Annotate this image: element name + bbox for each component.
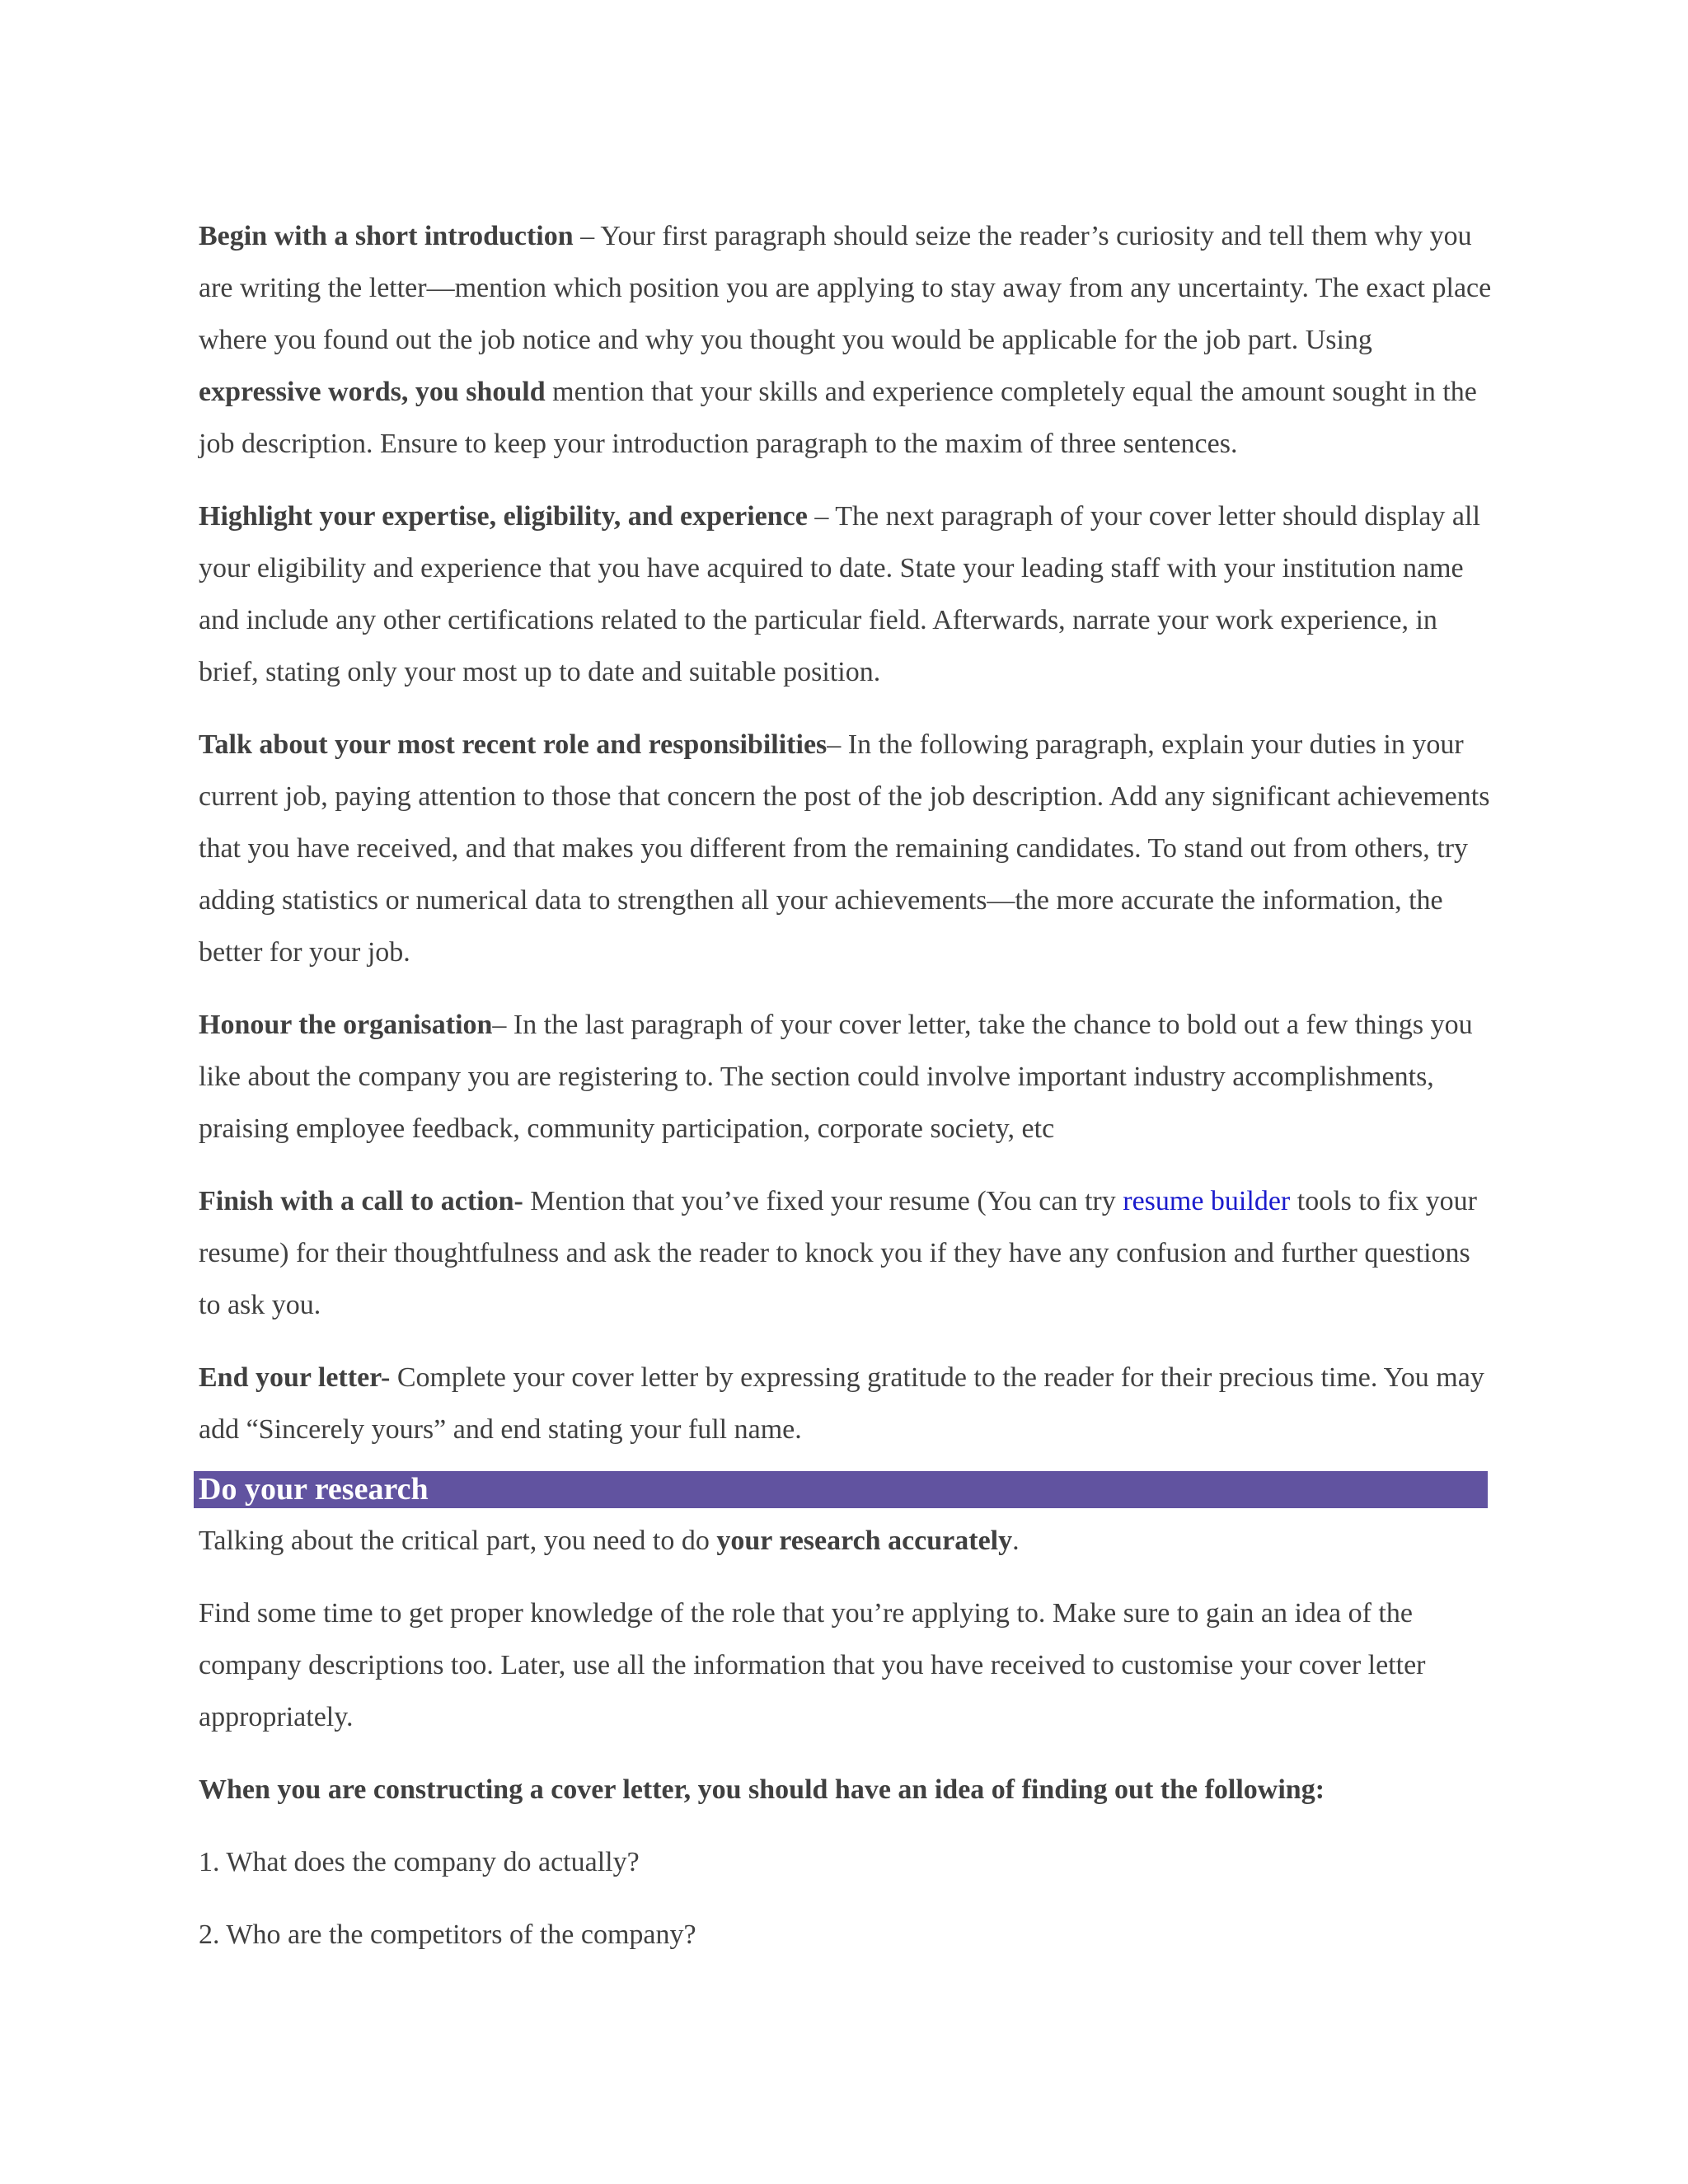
bold-lead: Honour the organisation [199,1010,493,1040]
paragraph-recent-role [199,719,1493,978]
list-item: 1. What does the company do actually? [199,1847,640,1877]
paragraph-text: – In the last paragraph of your cover letter, take the chance to bold out a few things you like about the company you are registering to. The section could involve important industry accomplishments, praising employee feedback, community participation, corporate society, etc [199,1010,1473,1144]
resume-builder-link[interactable]: resume builder [1123,1186,1291,1216]
list-item: 2. Who are the competitors of the company? [199,1919,696,1950]
bold-lead: Begin with a short introduction [199,221,574,251]
paragraph-text: – In the following paragraph, explain your duties in your current job, paying attention to those that concern the post of the job description. Add any significant achievements that you have received, and that makes you different from the remaining candidates. To stand out from others, try adding statistics or numerical data to strengthen all your achievements—the more accurate the information, the better for your job. [199,729,1490,968]
research-intro [199,1515,1493,1567]
paragraph-text: Mention that you’ve fixed your resume (You can try [523,1186,1123,1216]
paragraph-text: tools to fix your resume) for their thoughtfulness and ask the reader to knock you if they have any confusion and further questions to ask you. [199,1186,1477,1320]
paragraph-text: . [1012,1526,1020,1556]
paragraph-honour [199,999,1493,1155]
paragraph-expertise [199,490,1493,698]
bold-lead: Finish with a call to action- [199,1186,523,1216]
paragraph-text: Complete your cover letter by expressing gratitude to the reader for their precious time. You may add “Sincerely yours” and end stating your full name. [199,1362,1484,1445]
section-heading-research: Do your research [194,1471,1488,1508]
bold-lead: When you are constructing a cover letter, you should have an idea of finding out the following: [199,1774,1325,1805]
research-body: Find some time to get proper knowledge of the role that you’re applying to. Make sure to gain an idea of the company descriptions too. Later, use all the information that you have received to customise your cover letter appropriately. [199,1598,1426,1732]
bold-inline: expressive words, you should [199,377,546,407]
paragraph-text: Talking about the critical part, you need to do [199,1526,717,1556]
paragraph-text: – The next paragraph of your cover letter should display all your eligibility and experience that you have acquired to date. State your leading staff with your institution name and include any other certifications related to the particular field. Afterwards, narrate your work experience, in brief, stating only your most up to date and suitable position. [199,501,1480,687]
research-question-heading [199,1764,1493,1816]
bold-lead: Highlight your expertise, eligibility, and experience [199,501,808,532]
paragraph-end-letter [199,1352,1493,1455]
paragraph-text: mention that your skills and experience completely equal the amount sought in the job description. Ensure to keep your introduction paragraph to the maxim of three sentences. [199,377,1477,459]
bold-inline: your research accurately [716,1526,1013,1556]
paragraph-introduction [199,210,1493,470]
bold-lead: Talk about your most recent role and responsibilities [199,729,828,760]
document-page [199,210,1493,1981]
paragraph-call-to-action [199,1175,1493,1331]
bold-lead: End your letter- [199,1362,391,1393]
paragraph-text: – Your first paragraph should seize the reader’s curiosity and tell them why you are writing the letter—mention which position you are applying to stay away from any uncertainty. The exact place where you found out the job notice and why you thought you would be applicable for the job part. Using [199,221,1492,355]
